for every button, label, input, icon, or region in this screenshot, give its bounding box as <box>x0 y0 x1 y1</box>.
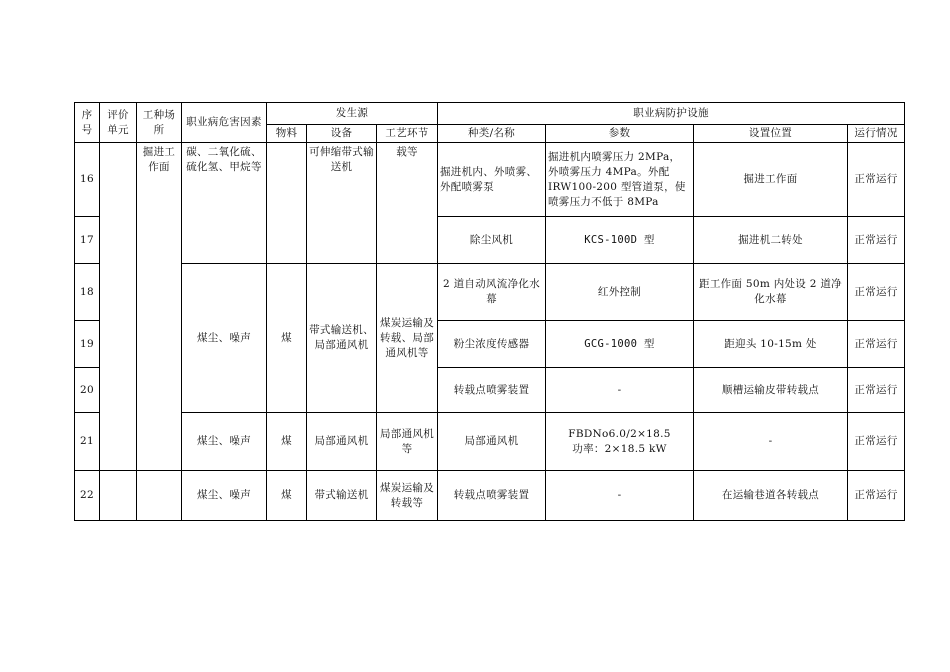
process-cell: 煤炭运输及转载等 <box>377 471 438 521</box>
facility-type: 转载点喷雾装置 <box>438 368 546 413</box>
header-protection: 职业病防护设施 <box>438 103 905 125</box>
header-params: 参数 <box>546 125 694 143</box>
hazard-cell: 煤尘、噪声 <box>182 413 267 471</box>
facility-type: 局部通风机 <box>438 413 546 471</box>
header-status: 运行情况 <box>848 125 905 143</box>
table-row <box>75 471 905 521</box>
header-material: 物料 <box>267 125 307 143</box>
facility-params: 掘进机内喷雾压力 2MPa，外喷雾压力 4MPa。外配 IRW100-200 型管道泵，使喷雾压力不低于 8MPa <box>546 143 694 217</box>
header-type-name: 种类/名称 <box>438 125 546 143</box>
equipment-cell: 带式输送机 <box>307 471 377 521</box>
facility-status: 正常运行 <box>848 143 905 217</box>
facility-status: 正常运行 <box>848 368 905 413</box>
facility-location: 掘进工作面 <box>694 143 848 217</box>
protection-facilities-table <box>74 102 905 521</box>
material-cell: 煤 <box>267 413 307 471</box>
table-row <box>75 413 905 471</box>
header-hazard: 职业病危害因素 <box>182 103 267 143</box>
facility-type: 掘进机内、外喷雾、外配喷雾泵 <box>438 143 546 217</box>
hazard-cell: 煤尘、噪声 <box>182 264 267 413</box>
facility-status: 正常运行 <box>848 413 905 471</box>
hazard-cell: 煤尘、噪声 <box>182 471 267 521</box>
header-site: 工种场所 <box>137 103 182 143</box>
equipment-cell: 局部通风机 <box>307 413 377 471</box>
facility-status: 正常运行 <box>848 217 905 264</box>
process-cell: 载等 <box>377 143 438 264</box>
facility-status: 正常运行 <box>848 321 905 368</box>
facility-type: 2 道自动风流净化水幕 <box>438 264 546 321</box>
facility-params: - <box>546 471 694 521</box>
process-cell: 局部通风机等 <box>377 413 438 471</box>
row-seq: 17 <box>75 217 100 264</box>
facility-params: - <box>546 368 694 413</box>
facility-type: 粉尘浓度传感器 <box>438 321 546 368</box>
facility-location: - <box>694 413 848 471</box>
table-row <box>75 143 905 217</box>
facility-params <box>546 413 694 471</box>
header-equipment: 设备 <box>307 125 377 143</box>
header-location: 设置位置 <box>694 125 848 143</box>
params-model: FBDNo6.0/2×18.5 <box>568 427 671 440</box>
header-unit: 评价单元 <box>100 103 137 143</box>
hazard-cell: 碳、二氧化硫、硫化氢、甲烷等 <box>182 143 267 264</box>
eval-unit-cell <box>100 143 137 471</box>
row-seq: 16 <box>75 143 100 217</box>
material-cell: 煤 <box>267 264 307 413</box>
table-row <box>75 264 905 321</box>
eval-unit-cell <box>100 471 137 521</box>
site-cell <box>137 471 182 521</box>
header-source: 发生源 <box>267 103 438 125</box>
facility-status: 正常运行 <box>848 471 905 521</box>
facility-location: 顺槽运输皮带转载点 <box>694 368 848 413</box>
process-cell: 煤炭运输及转载、局部通风机等 <box>377 264 438 413</box>
params-power: 功率：2×18.5 kW <box>572 442 667 455</box>
material-cell <box>267 143 307 264</box>
equipment-cell: 带式输送机、局部通风机 <box>307 264 377 413</box>
row-seq: 19 <box>75 321 100 368</box>
site-cell: 掘进工作面 <box>137 143 182 471</box>
facility-status: 正常运行 <box>848 264 905 321</box>
row-seq: 20 <box>75 368 100 413</box>
facility-type: 转载点喷雾装置 <box>438 471 546 521</box>
facility-params: KCS-100D 型 <box>546 217 694 264</box>
facility-location: 在运输巷道各转载点 <box>694 471 848 521</box>
facility-params: GCG-1000 型 <box>546 321 694 368</box>
row-seq: 18 <box>75 264 100 321</box>
material-cell: 煤 <box>267 471 307 521</box>
facility-params: 红外控制 <box>546 264 694 321</box>
row-seq: 21 <box>75 413 100 471</box>
facility-location: 距工作面 50m 内处设 2 道净化水幕 <box>694 264 848 321</box>
facility-type: 除尘风机 <box>438 217 546 264</box>
header-seq: 序号 <box>75 103 100 143</box>
equipment-cell: 可伸缩带式输送机 <box>307 143 377 264</box>
header-process: 工艺环节 <box>377 125 438 143</box>
row-seq: 22 <box>75 471 100 521</box>
facility-location: 距迎头 10-15m 处 <box>694 321 848 368</box>
facility-location: 掘进机二转处 <box>694 217 848 264</box>
